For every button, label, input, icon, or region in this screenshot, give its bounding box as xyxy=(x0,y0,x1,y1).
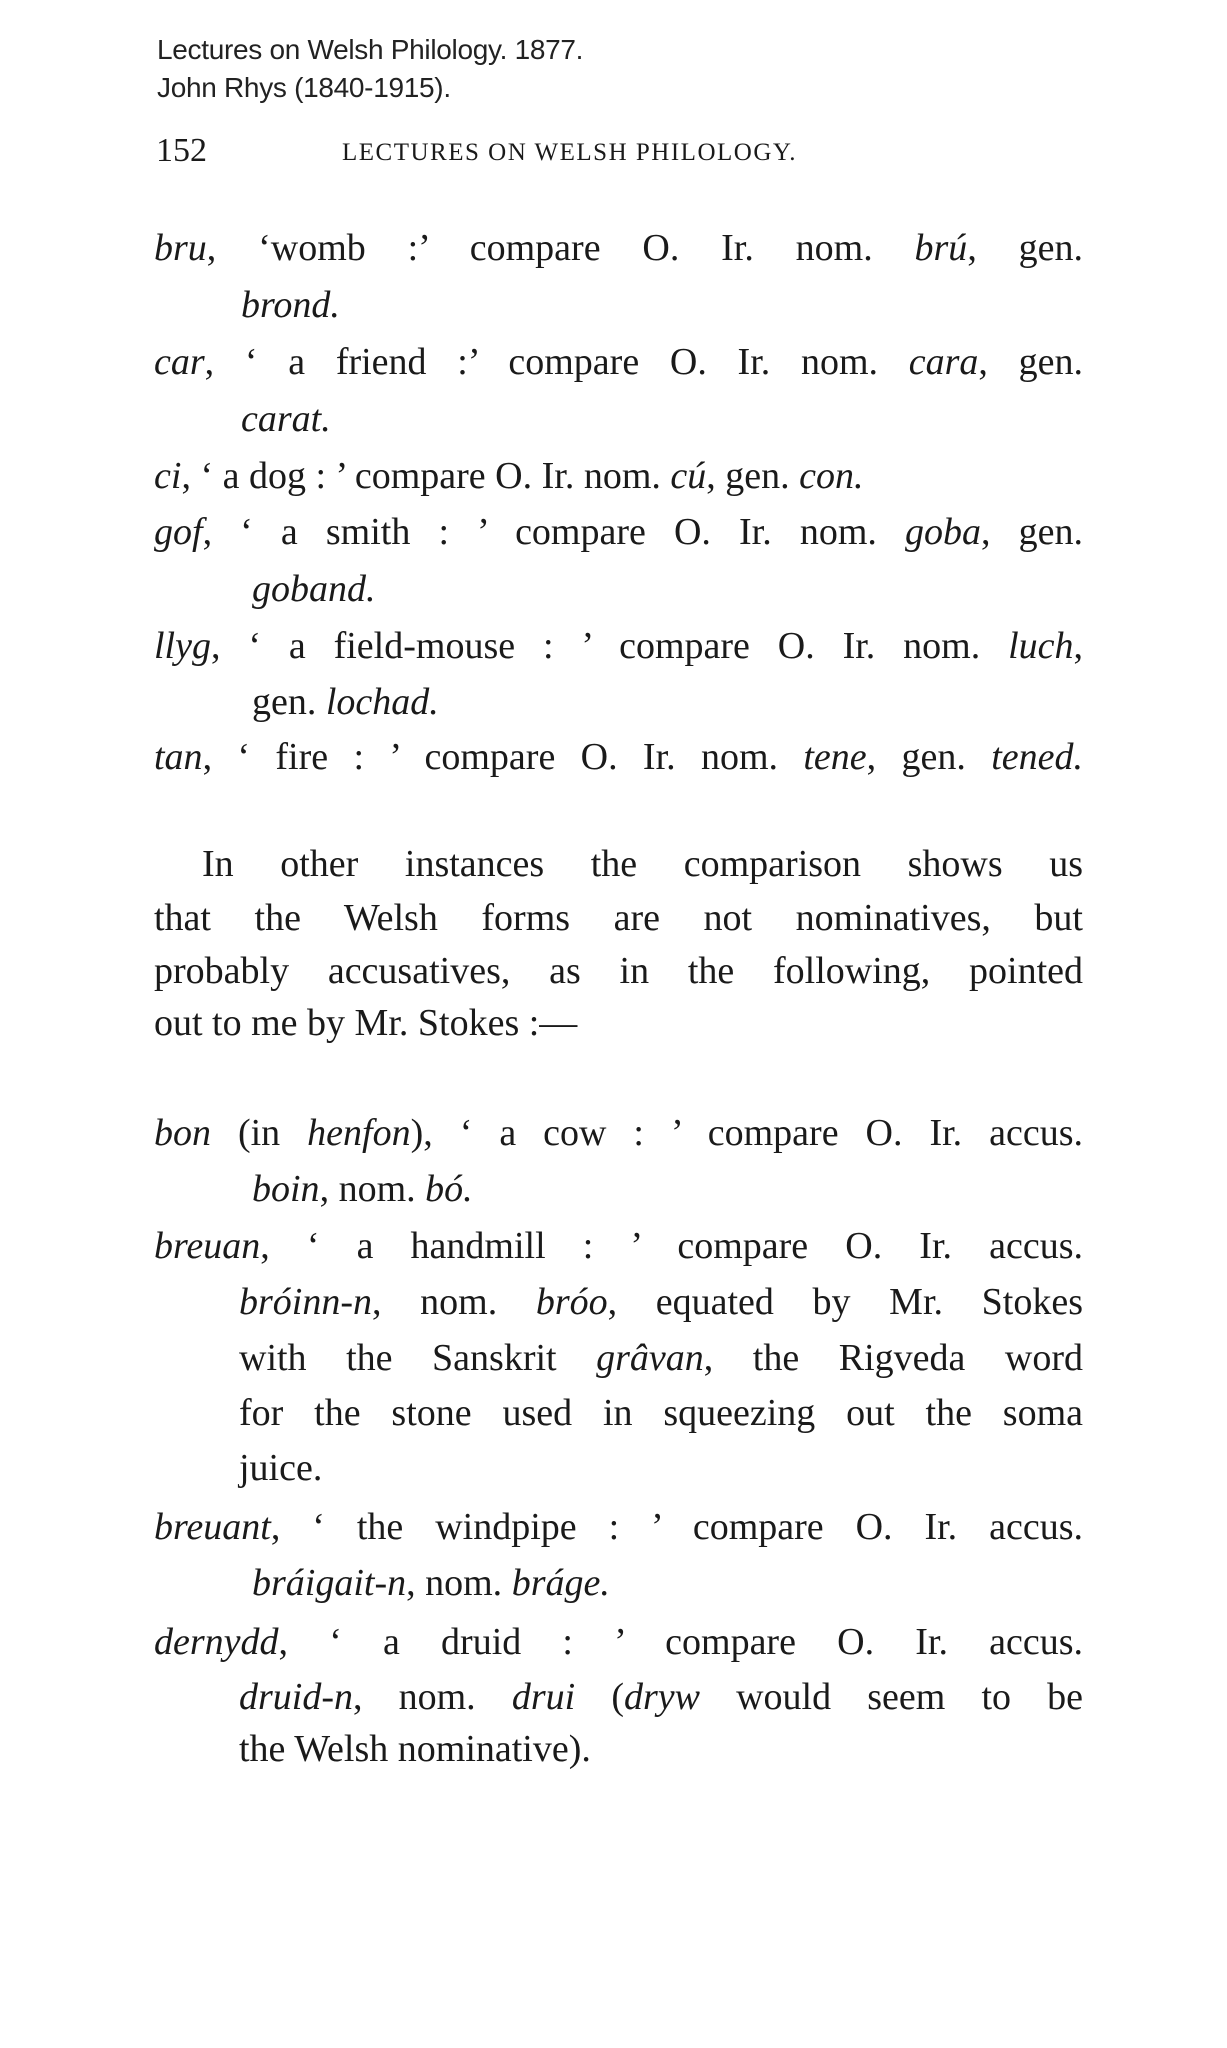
text-run: , ‘ a smith : ’ compare O. Ir. nom. xyxy=(202,511,906,553)
text-line xyxy=(239,1727,591,1771)
text-line xyxy=(154,896,1083,940)
text-line xyxy=(252,1167,473,1211)
text-run: , gen. xyxy=(978,341,1083,383)
italic-word: grâvan xyxy=(596,1337,704,1379)
italic-word: lochad. xyxy=(325,681,439,723)
italic-word: llyg xyxy=(154,625,211,667)
italic-word: tened. xyxy=(991,736,1083,778)
text-run: (in xyxy=(211,1112,308,1154)
text-run: the Welsh nominative). xyxy=(239,1728,591,1770)
italic-word: luch xyxy=(1008,625,1074,667)
text-run: In other instances the comparison shows us xyxy=(202,843,1083,885)
text-run: for the stone used in squeezing out the soma xyxy=(239,1392,1083,1434)
italic-word: cú xyxy=(670,455,707,497)
text-run: , gen. xyxy=(706,455,800,497)
italic-word: dernydd xyxy=(154,1621,279,1663)
italic-word: car xyxy=(154,341,205,383)
text-line xyxy=(154,1224,1083,1268)
running-head: LECTURES ON WELSH PHILOLOGY. xyxy=(342,139,797,166)
italic-word: dryw xyxy=(623,1676,700,1718)
italic-word: drui xyxy=(511,1676,576,1718)
text-run: , ‘ a friend :’ compare O. Ir. nom. xyxy=(204,341,909,383)
text-run: , ‘ fire : ’ compare O. Ir. nom. xyxy=(202,736,804,778)
italic-word: bó. xyxy=(425,1168,473,1210)
text-run: out to me by Mr. Stokes :— xyxy=(154,1002,578,1044)
text-run: with the Sanskrit xyxy=(239,1337,597,1379)
italic-word: henfon xyxy=(307,1112,411,1154)
text-line xyxy=(252,567,376,611)
text-line xyxy=(154,510,1083,554)
text-run: , the Rigveda word xyxy=(703,1337,1083,1379)
text-line xyxy=(239,1336,1083,1380)
italic-word: tan xyxy=(154,736,203,778)
italic-word: bráge. xyxy=(511,1562,610,1604)
italic-word: bráigait-n xyxy=(252,1562,407,1604)
italic-word: breuant xyxy=(154,1506,271,1548)
text-line xyxy=(154,949,1083,993)
italic-word: bon xyxy=(154,1112,211,1154)
italic-word: bru xyxy=(154,227,207,269)
text-run: ( xyxy=(575,1676,624,1718)
italic-word: con. xyxy=(799,455,864,497)
text-run: , gen. xyxy=(866,736,992,778)
text-line xyxy=(154,1111,1083,1155)
text-run: , ‘ a druid : ’ compare O. Ir. accus. xyxy=(278,1621,1083,1663)
text-run: juice. xyxy=(239,1447,323,1489)
italic-word: carat. xyxy=(241,398,331,440)
text-line xyxy=(252,680,439,724)
text-line xyxy=(154,340,1083,384)
text-line xyxy=(154,454,864,498)
text-run: , nom. xyxy=(319,1168,426,1210)
text-line xyxy=(241,397,331,441)
italic-word: druid-n xyxy=(239,1676,353,1718)
text-line xyxy=(154,1620,1083,1664)
text-run: , ‘ a dog : ’ compare O. Ir. nom. xyxy=(181,455,671,497)
text-run: , xyxy=(1073,625,1083,667)
text-run: , nom. xyxy=(353,1676,512,1718)
italic-word: goba xyxy=(905,511,982,553)
text-run: ), ‘ a cow : ’ compare O. Ir. accus. xyxy=(410,1112,1084,1154)
text-line xyxy=(252,1561,610,1605)
italic-word: boin xyxy=(252,1168,320,1210)
text-line xyxy=(154,735,1083,779)
text-run: gen. xyxy=(252,681,326,723)
text-line xyxy=(154,226,1083,270)
italic-word: cara xyxy=(908,341,979,383)
text-run: , gen. xyxy=(981,511,1083,553)
text-run: , equated by Mr. Stokes xyxy=(607,1281,1083,1323)
text-run: , ‘womb :’ compare O. Ir. nom. xyxy=(206,227,915,269)
text-run: , nom. xyxy=(372,1281,536,1323)
text-run: probably accusatives, as in the following, pointed xyxy=(154,950,1083,992)
text-line xyxy=(154,624,1083,668)
text-line xyxy=(239,1446,322,1490)
text-run: , ‘ a field-mouse : ’ compare O. Ir. nom. xyxy=(210,625,1009,667)
text-line xyxy=(239,1675,1083,1719)
text-line xyxy=(202,842,1083,886)
text-run: , ‘ a handmill : ’ compare O. Ir. accus. xyxy=(260,1225,1083,1267)
text-run: would seem to be xyxy=(699,1676,1084,1718)
catalog-title: Lectures on Welsh Philology. 1877. xyxy=(157,34,584,65)
italic-word: brú xyxy=(914,227,968,269)
italic-word: bróinn-n xyxy=(239,1281,372,1323)
italic-word: bróo xyxy=(535,1281,608,1323)
italic-word: gof xyxy=(154,511,203,553)
page-number: 152 xyxy=(156,132,207,169)
text-run: , gen. xyxy=(967,227,1083,269)
catalog-author: John Rhys (1840-1915). xyxy=(157,72,451,103)
text-line xyxy=(241,283,340,327)
text-line xyxy=(154,1001,577,1045)
text-line xyxy=(239,1391,1083,1435)
text-run: , nom. xyxy=(406,1562,512,1604)
italic-word: brond. xyxy=(241,284,340,326)
italic-word: ci xyxy=(154,455,182,497)
text-line xyxy=(154,1505,1083,1549)
text-run: that the Welsh forms are not nominatives, but xyxy=(154,897,1083,939)
italic-word: breuan xyxy=(154,1225,261,1267)
italic-word: tene xyxy=(803,736,867,778)
text-run: , ‘ the windpipe : ’ compare O. Ir. accus. xyxy=(270,1506,1083,1548)
italic-word: goband. xyxy=(252,568,376,610)
text-line xyxy=(239,1280,1083,1324)
